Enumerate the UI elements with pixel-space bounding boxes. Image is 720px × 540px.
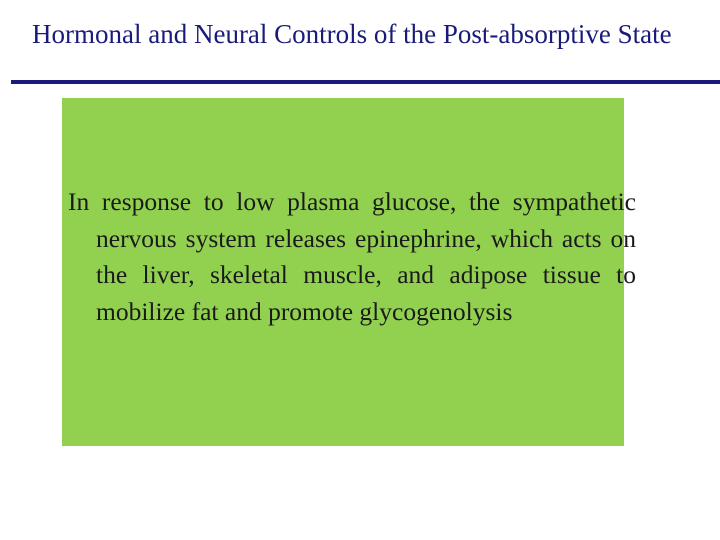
body-text: In response to low plasma glucose, the sympathetic nervous system releases epinephrine, which acts on the liver, skeletal muscle, and adipose tissue to mobilize fat and promote glycogenolysis (68, 187, 636, 326)
slide-title: Hormonal and Neural Controls of the Post-absorptive State (32, 19, 672, 49)
title-underline-rule (11, 80, 720, 84)
